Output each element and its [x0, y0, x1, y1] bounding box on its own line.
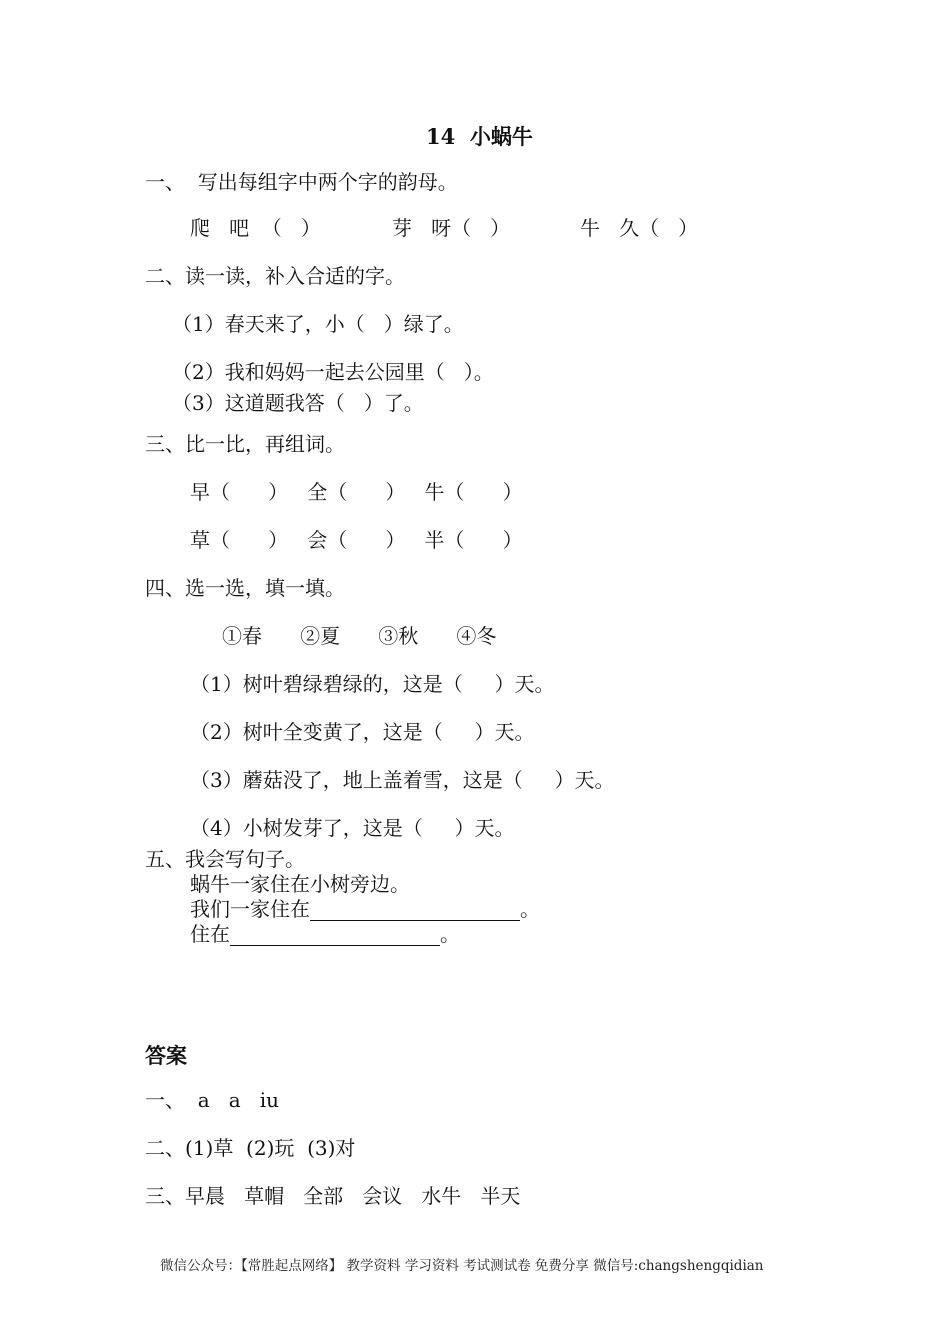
question-5-line-1: [190, 897, 540, 921]
question-3-row-1: 早（ ） 全（ ） 牛（ ）: [190, 480, 523, 504]
footer-note: 微信公众号：【常胜起点网络】 教学资料 学习资料 考试测试卷 免费分享 微信号:changshengqidian: [160, 1258, 764, 1274]
question-2-line-1: （1）春天来了，小（ ）绿了。: [172, 312, 464, 336]
question-2-heading: 二、读一读，补入合适的字。: [145, 264, 405, 288]
question-1-item-3: 牛 久（ ）: [580, 216, 699, 240]
question-2-line-2: （2）我和妈妈一起去公园里（ ）。: [172, 360, 494, 384]
question-5-line-2-prefix: 住在: [190, 922, 230, 946]
question-5-example: 蜗牛一家住在小树旁边。: [190, 872, 410, 896]
question-4-line-1: （1）树叶碧绿碧绿的，这是（ ）天。: [190, 672, 555, 696]
answer-3: 三、早晨 草帽 全部 会议 水牛 半天: [145, 1184, 521, 1208]
answers-heading: 答案: [145, 1043, 187, 1068]
question-1-item-2: 芽 呀（ ）: [392, 216, 511, 240]
question-4-line-3: （3）蘑菇没了，地上盖着雪，这是（ ）天。: [190, 768, 615, 792]
question-1-heading: 一、 写出每组字中两个字的韵母。: [145, 170, 458, 194]
question-3-heading: 三、比一比，再组词。: [145, 432, 345, 456]
answer-2: 二、(1)草 (2)玩 (3)对: [145, 1136, 356, 1160]
page-title: 14 小蜗牛: [426, 124, 533, 149]
question-3-row-2: 草（ ） 会（ ） 半（ ）: [190, 528, 523, 552]
question-5-line-2: [190, 922, 460, 946]
question-4-line-4: （4）小树发芽了，这是（ ）天。: [190, 816, 515, 840]
question-5-line-2-suffix: 。: [440, 922, 460, 946]
question-4-heading: 四、选一选，填一填。: [145, 576, 345, 600]
answer-blank-1[interactable]: [310, 900, 520, 921]
question-4-line-2: （2）树叶全变黄了，这是（ ）天。: [190, 720, 535, 744]
question-4-options: ①春 ②夏 ③秋 ④冬: [222, 624, 497, 648]
question-5-heading: 五、我会写句子。: [145, 847, 305, 871]
question-2-line-3: （3）这道题我答（ ）了。: [172, 391, 424, 415]
question-5-line-1-suffix: 。: [520, 897, 540, 921]
answer-blank-2[interactable]: [230, 925, 440, 946]
answer-1: 一、 a a iu: [145, 1088, 279, 1112]
question-5-line-1-prefix: 我们一家住在: [190, 897, 310, 921]
question-1-item-1: 爬 吧 （ ）: [190, 216, 321, 240]
